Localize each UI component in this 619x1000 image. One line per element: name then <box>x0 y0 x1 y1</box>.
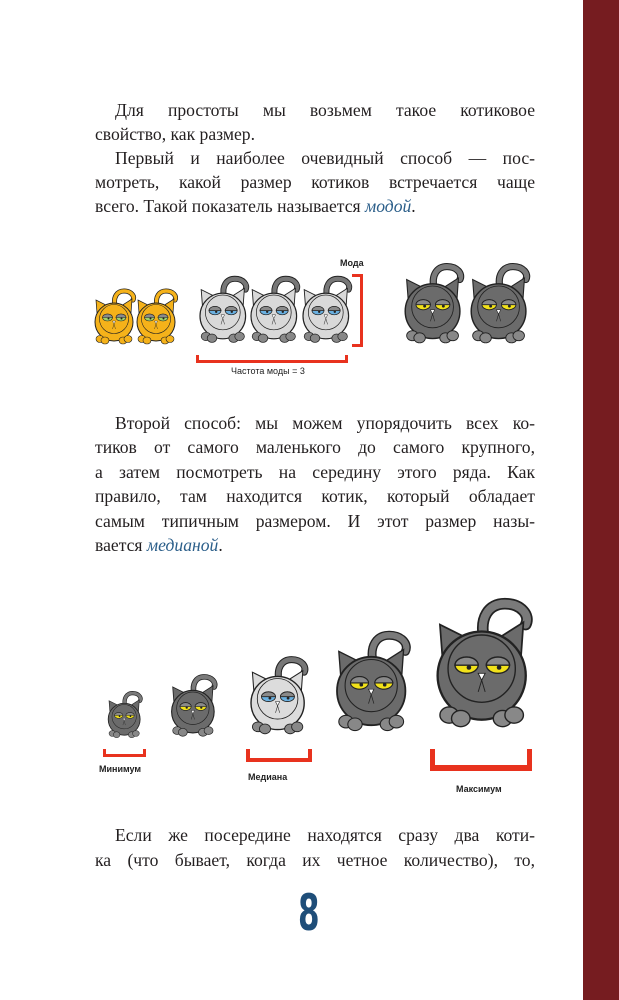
cat-small <box>166 668 222 744</box>
median-label: Медиана <box>248 772 288 782</box>
max-bracket <box>430 749 532 771</box>
cat-light-grey <box>245 275 305 345</box>
text-line: правило, там находится котик, который обладает <box>95 486 535 506</box>
frequency-bracket <box>196 355 348 363</box>
median-bracket <box>246 749 312 762</box>
text-line <box>95 533 535 557</box>
text-line: Первый и наиболее очевидный способ — пос- <box>115 148 535 168</box>
text-line: ка (что бывает, когда их четное количество), то, <box>95 850 535 870</box>
text-line <box>95 194 535 218</box>
min-bracket <box>103 749 146 757</box>
text-line: Если же посередине находятся сразу два коти- <box>115 825 535 845</box>
text-segment: . <box>218 535 223 555</box>
text-line: мотреть, какой размер котиков встречается чаще <box>95 172 535 192</box>
cat-orange <box>132 288 182 346</box>
cat-dark-grey <box>398 262 470 346</box>
page-edge-band <box>583 0 619 1000</box>
cat-dark-grey <box>464 262 536 346</box>
text-line: Второй способ: мы можем упорядочить всех ко- <box>115 413 535 433</box>
page-number: 8 <box>298 884 320 942</box>
text-line: а затем посмотреть на середину этого ряда. Как <box>95 462 535 482</box>
cat-smallest <box>104 688 146 742</box>
cat-median <box>244 648 314 744</box>
term-median: медианой <box>146 535 219 555</box>
text-line: свойство, как размер. <box>95 124 255 144</box>
cat-largest <box>426 584 542 744</box>
cat-large <box>328 620 418 744</box>
text-segment: . <box>411 196 416 216</box>
max-label: Максимум <box>456 784 502 794</box>
text-segment: вается <box>95 535 147 555</box>
mode-label: Мода <box>340 258 364 268</box>
min-label: Минимум <box>99 764 142 774</box>
text-line: тиков от самого маленького до самого крупного, <box>95 437 535 457</box>
term-mode: модой <box>365 196 412 216</box>
frequency-label: Частота моды = 3 <box>231 366 305 376</box>
cat-light-grey <box>297 275 357 345</box>
text-line: самым типичным размером. И этот размер назы- <box>95 511 535 531</box>
text-segment: всего. Такой показатель называется <box>95 196 365 216</box>
mode-bracket <box>352 274 363 347</box>
text-line: Для простоты мы возьмем такое котиковое <box>115 100 535 120</box>
